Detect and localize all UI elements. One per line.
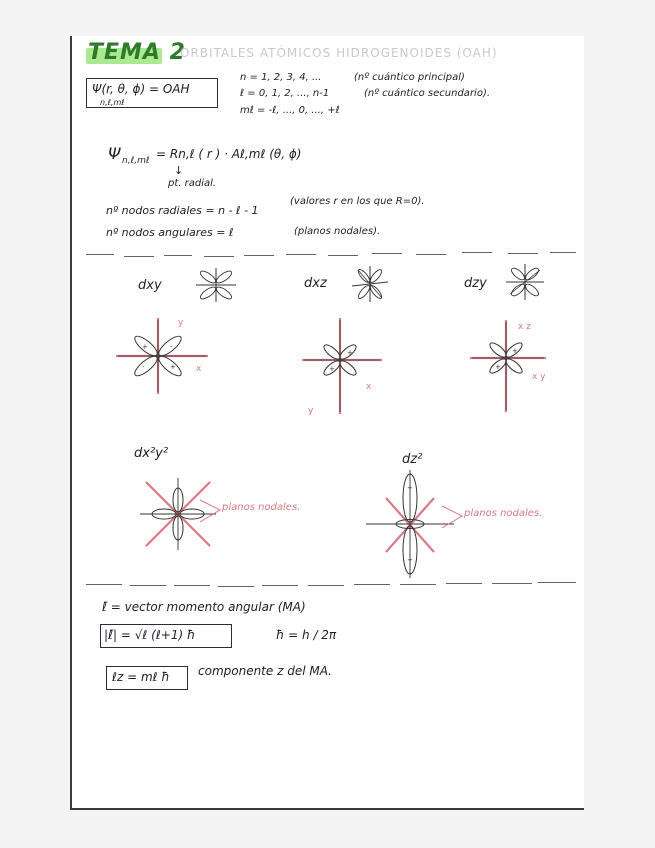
dzy-axis-y-label: x y xyxy=(532,372,546,382)
radial-nodes: nº nodos radiales = n - ℓ - 1 xyxy=(106,204,259,217)
radial-nodes-note: (valores r en los que R=0). xyxy=(290,196,425,207)
orbital-label-dx2y2: dx²y² xyxy=(134,446,169,461)
angular-nodes: nº nodos angulares = ℓ xyxy=(106,226,234,239)
lz-equation: ℓz = mℓ ħ xyxy=(112,670,170,684)
separator-line xyxy=(538,582,576,583)
angular-nodes-note: (planos nodales). xyxy=(294,226,381,237)
svg-text:+: + xyxy=(407,556,413,564)
hbar-definition: ħ = h / 2π xyxy=(276,628,337,642)
radial-arrow: ↓ xyxy=(174,164,184,177)
separator-line xyxy=(86,584,122,585)
separator-line xyxy=(204,256,234,257)
separator-line xyxy=(508,253,538,254)
svg-text:-: - xyxy=(170,343,173,351)
dxy-axis-y-label: y xyxy=(178,318,184,328)
psi-definition: Ψ(r, θ, ϕ) = OAH xyxy=(92,82,190,96)
lz-note: componente z del MA. xyxy=(198,664,332,678)
separation-equation: = Rn,ℓ ( r ) · Aℓ,mℓ (θ, ϕ) xyxy=(156,147,302,161)
dxz-small-clover-icon xyxy=(352,266,388,302)
dxy-small-clover-icon xyxy=(196,268,236,302)
orbital-label-dz2: dz² xyxy=(402,452,423,467)
orbital-label-dxy: dxy xyxy=(138,278,162,293)
separator-line xyxy=(372,253,402,254)
svg-text:+: + xyxy=(347,349,353,357)
svg-text:-: - xyxy=(142,363,145,371)
angular-momentum-definition: ℓ̄ = vector momento angular (MA) xyxy=(102,600,306,614)
nodal-planes-arrow-icon xyxy=(442,502,462,532)
separator-line xyxy=(218,586,254,587)
svg-text:+: + xyxy=(512,347,518,355)
svg-text:+: + xyxy=(407,484,413,492)
nodal-planes-label-1: planos nodales. xyxy=(222,502,301,513)
nodal-planes-label-2: planos nodales. xyxy=(464,508,543,519)
svg-text:+: + xyxy=(329,365,335,373)
separator-line xyxy=(446,583,482,584)
svg-text:+: + xyxy=(495,363,501,371)
dxz-axis-y-label: y xyxy=(308,406,314,416)
dzy-orbital-diagram xyxy=(468,318,548,414)
dxz-axis-x-label: x xyxy=(366,382,372,392)
separator-line xyxy=(86,254,114,255)
dzy-axis-z-label: x z xyxy=(518,322,531,332)
psi-subscript: n,ℓ,mℓ xyxy=(100,98,125,107)
nodal-planes-arrow-icon xyxy=(200,496,220,526)
separator-line xyxy=(400,584,436,585)
dxz-orbital-diagram xyxy=(300,316,384,416)
separator-line xyxy=(492,583,532,584)
separator-line xyxy=(174,585,210,586)
dxy-axis-x-label: x xyxy=(196,364,202,374)
separator-line xyxy=(308,585,344,586)
orbital-label-dxz: dxz xyxy=(304,276,327,291)
separator-line xyxy=(328,255,358,256)
separator-line xyxy=(354,584,390,585)
separator-line xyxy=(462,252,492,253)
separator-line xyxy=(262,585,298,586)
dzy-small-clover-icon xyxy=(506,264,544,300)
n-note: (nº cuántico principal) xyxy=(354,72,465,83)
separator-line xyxy=(286,254,316,255)
notes-page xyxy=(70,36,584,810)
dxy-orbital-diagram xyxy=(112,316,212,396)
separator-line xyxy=(550,252,576,253)
svg-text:+: + xyxy=(142,343,148,351)
radial-part-label: pt. radial. xyxy=(168,178,217,189)
l-note: (nº cuántico secundario). xyxy=(364,88,491,99)
separator-line xyxy=(416,254,446,255)
psi-symbol: Ψ xyxy=(108,144,121,163)
separator-line xyxy=(244,255,274,256)
psi-symbol-subscript: n,ℓ,mℓ xyxy=(122,156,150,166)
angular-momentum-magnitude: |ℓ̄| = √ℓ (ℓ+1) ħ xyxy=(104,628,196,642)
separator-line xyxy=(164,255,192,256)
orbital-label-dzy: dzy xyxy=(464,276,487,291)
ml-range: mℓ = -ℓ, ..., 0, ..., +ℓ xyxy=(240,105,340,116)
separator-line xyxy=(130,585,166,586)
page-title: TEMA 2 xyxy=(88,40,186,65)
n-range: n = 1, 2, 3, 4, ... xyxy=(240,72,322,83)
separator-line xyxy=(124,256,154,257)
l-range: ℓ = 0, 1, 2, ..., n-1 xyxy=(240,88,330,99)
svg-text:+: + xyxy=(170,363,176,371)
page-subtitle: ORBITALES ATÓMICOS HIDROGENOIDES (OAH) xyxy=(180,46,498,60)
